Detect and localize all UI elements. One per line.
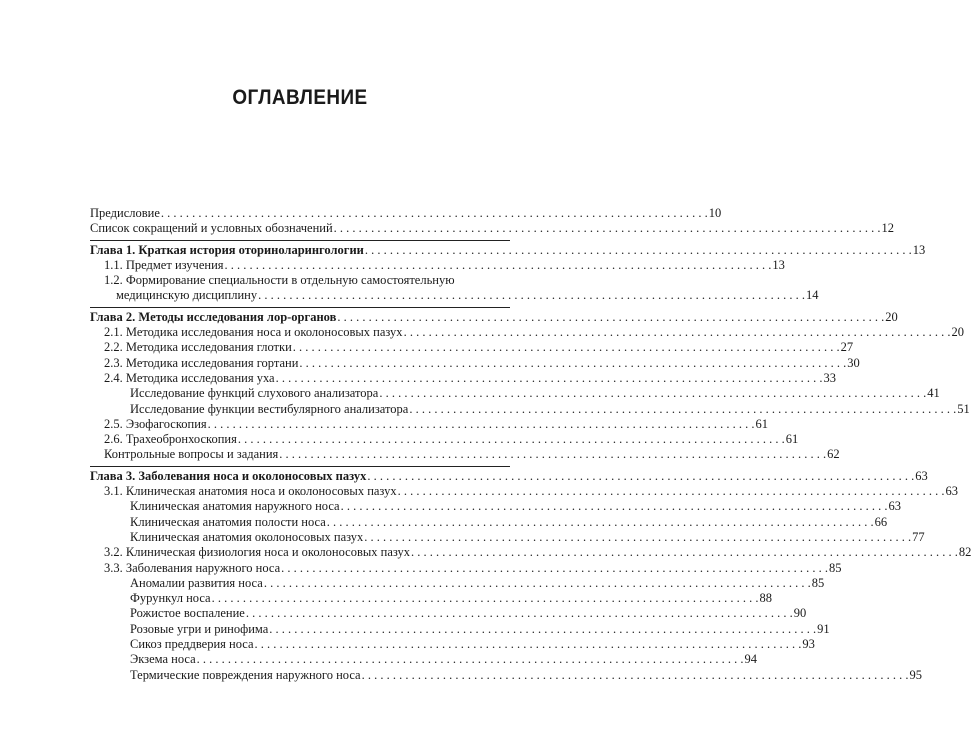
leader-dots [269, 622, 816, 637]
leader-dots [293, 340, 840, 355]
toc-entry-page: 66 [874, 514, 888, 529]
toc-entry-label: 2.5. Эзофагоскопия [104, 416, 207, 431]
leader-dots [161, 206, 708, 221]
toc-chapter-heading [90, 242, 926, 258]
leader-dots [379, 386, 926, 401]
leader-dots [367, 469, 914, 484]
toc-entry-label: Список сокращений и условных обозначений [90, 221, 333, 236]
leader-dots [398, 484, 945, 499]
toc-entry-page: 20 [885, 309, 898, 324]
toc-entry [90, 652, 758, 667]
toc-entry-page: 77 [912, 529, 925, 544]
toc-entry-label: 2.6. Трахеобронхоскопия [104, 432, 237, 447]
leader-dots [212, 591, 759, 606]
toc-entry [90, 325, 964, 340]
leader-dots [362, 668, 909, 683]
leader-dots [299, 356, 846, 371]
toc-entry [90, 273, 819, 304]
toc-entry-page: 13 [772, 257, 785, 272]
toc-entry-page: 85 [811, 575, 825, 590]
toc-entry [90, 355, 860, 371]
leader-dots [365, 243, 912, 258]
toc-entry [90, 499, 901, 514]
toc-entry-label: Глава 3. Заболевания носа и околоносовых пазух [90, 468, 367, 483]
toc-entry [90, 591, 772, 606]
toc-entry-page: 27 [840, 340, 854, 355]
toc-entry-page: 61 [755, 416, 769, 431]
toc-entry-page: 82 [958, 545, 971, 560]
toc-entry [90, 340, 854, 355]
toc-entry-page: 91 [817, 621, 830, 636]
toc-entry-page: 13 [912, 242, 926, 257]
toc-entry-label: Исследование функций слухового анализатора [130, 386, 379, 401]
toc-entry-label: 2.2. Методика исследования глотки [104, 340, 292, 355]
toc-chapter-heading [90, 468, 928, 484]
toc-entry [90, 257, 785, 273]
leader-dots [327, 515, 874, 530]
section-divider [90, 466, 510, 467]
leader-dots [334, 221, 881, 236]
section-divider [90, 240, 510, 241]
leader-dots [264, 576, 811, 591]
toc-entry-label: Термические повреждения наружного носа [130, 667, 361, 682]
leader-dots [258, 288, 805, 303]
leader-dots [276, 371, 823, 386]
toc-entry-label: Аномалии развития носа [130, 575, 263, 590]
toc-entry [90, 401, 970, 417]
leader-dots [208, 417, 755, 432]
toc-entry-label: Глава 1. Краткая история оториноларингологии [90, 242, 364, 257]
toc-entry-label: 3.2. Клиническая физиология носа и околоносовых пазух [104, 545, 411, 560]
toc-entry-label-text [104, 273, 818, 304]
toc-entry-page: 20 [951, 325, 964, 340]
toc-entry-label: 1.1. Предмет изучения [104, 257, 224, 272]
toc-entry [90, 484, 958, 499]
toc-entry-page: 90 [793, 606, 807, 621]
toc-chapter-heading [90, 309, 898, 325]
toc-entry-page: 41 [927, 386, 940, 401]
toc-entry [90, 575, 825, 591]
toc-entry-label [90, 273, 818, 304]
toc-entry-page: 88 [759, 591, 772, 606]
toc-entry [90, 432, 799, 447]
toc-entry [90, 416, 769, 432]
chapter2-entries [90, 325, 970, 463]
toc-entry-label: Контрольные вопросы и задания [104, 447, 279, 462]
toc-entry-label: Клиническая анатомия околоносовых пазух [130, 529, 364, 544]
toc-entry-page: 10 [708, 206, 722, 220]
leader-dots [225, 258, 772, 273]
toc-entry-page: 63 [945, 484, 958, 499]
toc-entry-label: Клиническая анатомия полости носа [130, 514, 326, 529]
toc-entry [90, 621, 830, 637]
page-title: ОГЛАВЛЕНИЕ [232, 86, 368, 109]
toc-entry [90, 447, 840, 462]
toc-entry-label: Фурункул носа [130, 591, 211, 606]
toc-entry-label: Сикоз преддверия носа [130, 637, 254, 652]
toc-entry [90, 560, 842, 576]
toc-entry [90, 386, 940, 401]
leader-dots [255, 637, 802, 652]
toc-entry-page: 33 [823, 370, 836, 385]
toc-entry-label: Экзема носа [130, 652, 196, 667]
toc-entry [90, 545, 971, 560]
leader-dots [197, 652, 744, 667]
toc-entry-page: 63 [915, 468, 928, 483]
toc-entry-label-line: 1.2. Формирование специальности в отдельную самостоятельную [104, 273, 455, 288]
leader-dots [404, 325, 951, 340]
toc-entry-page: 85 [829, 560, 842, 575]
leader-dots [364, 530, 911, 545]
leader-dots [411, 545, 958, 560]
toc-entry-label: Глава 2. Методы исследования лор-органов [90, 309, 337, 324]
toc-entry-label: 2.1. Методика исследования носа и околоносовых пазух [104, 325, 403, 340]
toc-entry-page: 61 [785, 432, 799, 447]
leader-dots [281, 561, 828, 576]
toc-entry-page: 63 [888, 499, 901, 514]
table-of-contents [90, 206, 971, 683]
toc-entry-label: Клиническая анатомия наружного носа [130, 499, 340, 514]
toc-entry [90, 667, 922, 683]
toc-entry-label-line: медицинскую дисциплину [116, 288, 258, 303]
toc-entry-label: Рожистое воспаление [130, 606, 245, 621]
leader-dots [341, 499, 888, 514]
toc-entry-label: 2.3. Методика исследования гортани [104, 355, 299, 370]
toc-entry [90, 606, 807, 621]
toc-entry-page: 12 [881, 221, 895, 236]
toc-entry-page: 62 [827, 447, 840, 462]
toc-entry-page: 14 [805, 288, 819, 303]
toc-entry-label: Розовые угри и ринофима [130, 621, 269, 636]
toc-entry-label: 3.3. Заболевания наружного носа [104, 560, 281, 575]
toc-entry-page: 95 [909, 667, 922, 682]
section-divider [90, 307, 510, 308]
leader-dots [238, 432, 785, 447]
leader-dots [246, 606, 793, 621]
leader-dots [279, 447, 826, 462]
toc-entry-label: 2.4. Методика исследования уха [104, 370, 275, 385]
toc-entry [90, 529, 925, 545]
toc-entry [90, 514, 888, 530]
toc-entry [90, 370, 836, 386]
toc-entry-page: 93 [802, 637, 815, 652]
leader-dots [337, 310, 884, 325]
toc-entry-page: 30 [847, 355, 860, 370]
toc-entry [90, 206, 722, 221]
toc-entry [90, 637, 815, 652]
leader-dots [409, 402, 956, 417]
toc-entry-label: Исследование функции вестибулярного анализатора [130, 401, 409, 416]
toc-entry-page: 94 [744, 652, 758, 667]
toc-entry [90, 221, 895, 236]
toc-entry-label: 3.1. Клиническая анатомия носа и околоносовых пазух [104, 484, 397, 499]
chapter3-entries [90, 484, 971, 683]
toc-entry-page: 51 [957, 401, 970, 416]
toc-entry-label: Предисловие [90, 206, 160, 220]
